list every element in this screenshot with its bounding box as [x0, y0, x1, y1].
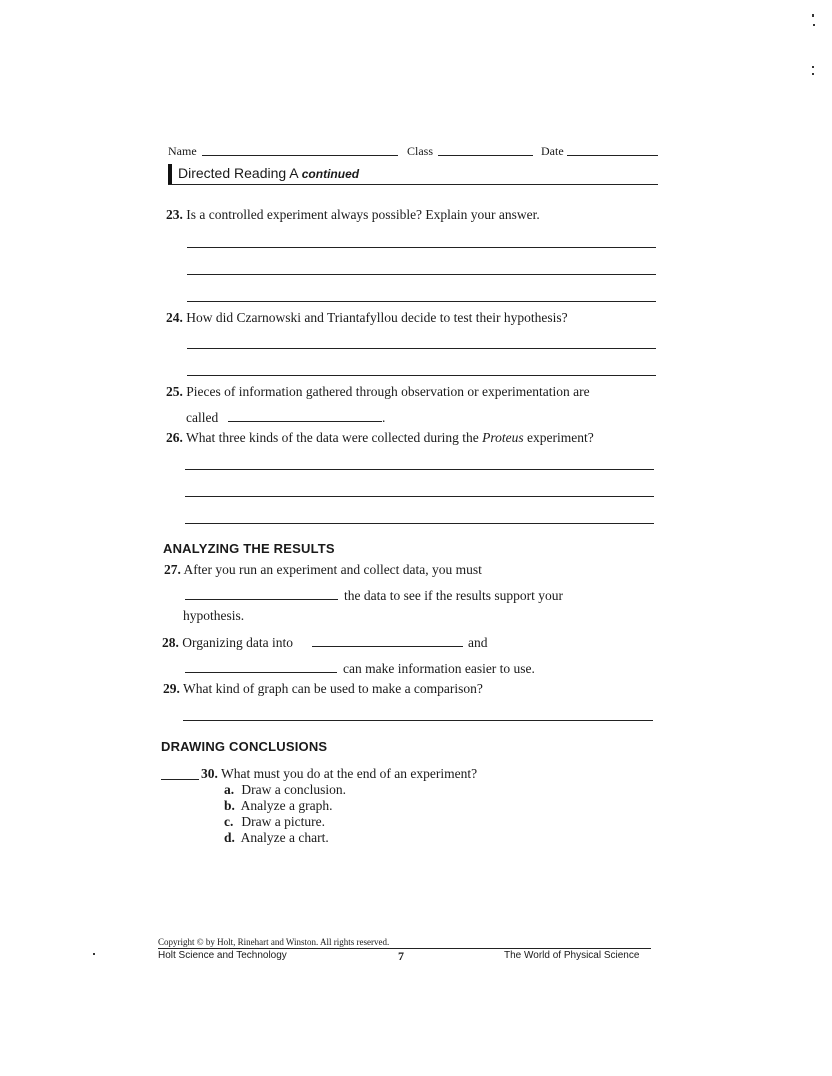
answer-blank-30[interactable] — [161, 779, 199, 780]
question-28-and: and — [468, 635, 488, 650]
option-b-letter: b. — [224, 798, 235, 813]
name-field[interactable] — [202, 155, 398, 156]
option-a-letter: a. — [224, 782, 235, 797]
option-c-letter: c. — [224, 814, 234, 829]
footer-rule — [158, 948, 651, 949]
answer-line-23-2[interactable] — [187, 274, 656, 275]
question-28 — [162, 635, 293, 651]
question-26-number: 26. — [166, 430, 183, 445]
question-28-text: Organizing data into — [182, 635, 293, 650]
question-23-number: 23. — [166, 207, 183, 222]
question-23-text: Is a controlled experiment always possible? Explain your answer. — [186, 207, 540, 222]
option-a-text: Draw a conclusion. — [241, 782, 346, 797]
scan-speck — [812, 66, 814, 68]
scan-speck — [812, 73, 814, 75]
answer-blank-28-1[interactable] — [312, 646, 463, 647]
option-c-text: Draw a picture. — [241, 814, 325, 829]
question-24-text: How did Czarnowski and Triantafyllou decide to test their hypothesis? — [186, 310, 568, 325]
scan-speck — [812, 14, 814, 17]
answer-line-26-1[interactable] — [185, 469, 654, 470]
scan-speck — [813, 24, 815, 26]
question-24-number: 24. — [166, 310, 183, 325]
page-title — [178, 165, 359, 181]
question-29-number: 29. — [163, 681, 180, 696]
class-label: Class — [407, 144, 434, 158]
question-24 — [166, 310, 568, 326]
question-27-line3: hypothesis. — [183, 608, 245, 623]
option-a[interactable] — [224, 782, 346, 798]
question-30-text: What must you do at the end of an experiment? — [221, 766, 478, 781]
question-25-end: . — [382, 410, 386, 425]
name-label: Name — [168, 144, 197, 158]
footer-copyright: Copyright © by Holt, Rinehart and Winston. All rights reserved. — [158, 937, 390, 947]
answer-blank-27[interactable] — [185, 599, 338, 600]
question-27-text: After you run an experiment and collect data, you must — [183, 562, 482, 577]
option-b[interactable] — [224, 798, 332, 814]
answer-blank-28-2[interactable] — [185, 672, 337, 673]
page-number: 7 — [398, 949, 404, 963]
question-27-line2: the data to see if the results support your — [344, 588, 563, 603]
class-field[interactable] — [438, 155, 533, 156]
question-23 — [166, 207, 540, 223]
section-heading-analyzing: ANALYZING THE RESULTS — [163, 541, 335, 556]
question-28-line2: can make information easier to use. — [343, 661, 535, 676]
title-bar-marker — [168, 164, 172, 185]
option-d[interactable] — [224, 830, 329, 846]
question-28-number: 28. — [162, 635, 179, 650]
answer-line-23-1[interactable] — [187, 247, 656, 248]
scan-speck — [93, 953, 95, 955]
option-d-text: Analyze a chart. — [240, 830, 329, 845]
answer-line-24-2[interactable] — [187, 375, 656, 376]
question-27-number: 27. — [164, 562, 181, 577]
footer-book-title: The World of Physical Science — [504, 950, 640, 961]
question-25-cont: called — [186, 410, 219, 425]
question-30-number: 30. — [201, 766, 218, 781]
section-heading-drawing: DRAWING CONCLUSIONS — [161, 739, 328, 754]
question-25-text: Pieces of information gathered through observation or experimentation are — [186, 384, 590, 399]
option-b-text: Analyze a graph. — [240, 798, 333, 813]
page-title-main: Directed Reading A — [178, 165, 298, 181]
page-title-continued: continued — [301, 167, 360, 181]
question-26-text-pre: What three kinds of the data were collected during the — [186, 430, 479, 445]
title-rule — [168, 184, 658, 185]
question-29 — [163, 681, 483, 697]
question-26-text-post: experiment? — [527, 430, 594, 445]
answer-line-29[interactable] — [183, 720, 653, 721]
question-26-text-italic: Proteus — [482, 430, 524, 445]
question-29-text: What kind of graph can be used to make a comparison? — [183, 681, 483, 696]
footer-publisher: Holt Science and Technology — [158, 950, 287, 961]
answer-line-26-3[interactable] — [185, 523, 654, 524]
question-27 — [164, 562, 482, 578]
answer-line-26-2[interactable] — [185, 496, 654, 497]
option-d-letter: d. — [224, 830, 235, 845]
date-label: Date — [541, 144, 564, 158]
option-c[interactable] — [224, 814, 325, 830]
answer-blank-25[interactable] — [228, 421, 382, 422]
answer-line-24-1[interactable] — [187, 348, 656, 349]
question-25-number: 25. — [166, 384, 183, 399]
answer-line-23-3[interactable] — [187, 301, 656, 302]
question-25 — [166, 384, 590, 400]
question-26 — [166, 430, 594, 446]
question-30 — [201, 766, 477, 782]
date-field[interactable] — [567, 155, 658, 156]
